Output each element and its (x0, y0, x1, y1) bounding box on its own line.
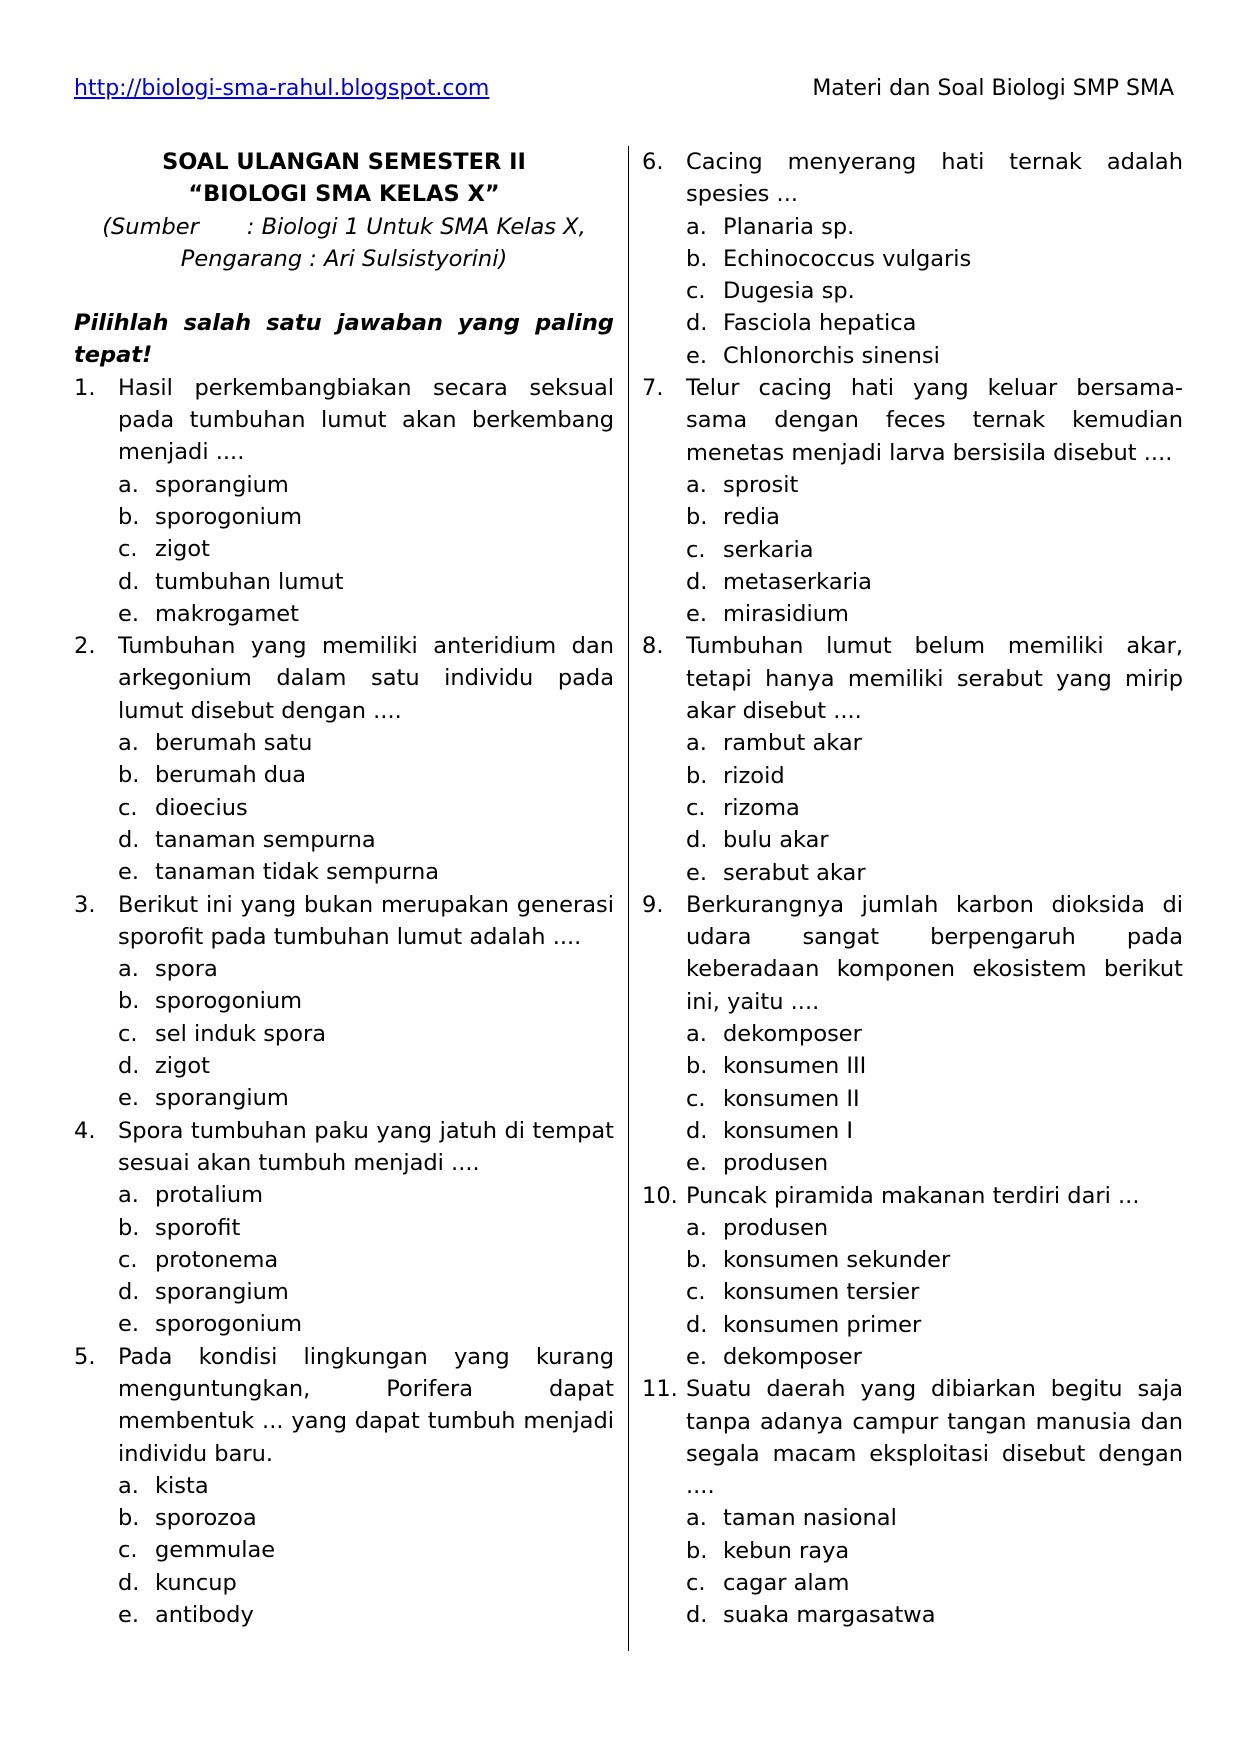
answer-option (118, 792, 614, 824)
option-text: Fasciola hepatica (723, 310, 917, 337)
option-label: a. (686, 1021, 707, 1048)
option-label: c. (686, 794, 706, 821)
option-text: tumbuhan lumut (155, 568, 344, 595)
option-text: sporangium (155, 471, 289, 498)
answer-option (686, 1018, 1183, 1050)
option-label: c. (686, 1570, 706, 1597)
question-item (74, 372, 614, 630)
option-text: kuncup (155, 1569, 237, 1596)
option-text: serabut akar (723, 859, 866, 886)
option-text: berumah dua (155, 762, 307, 789)
answer-option (686, 534, 1183, 566)
question-item (74, 889, 614, 1115)
question-body (686, 372, 1183, 630)
option-label: a. (118, 956, 139, 983)
answer-option (686, 1502, 1183, 1534)
option-text: spora (155, 956, 218, 983)
answer-option (686, 598, 1183, 630)
option-text: dioecius (155, 794, 248, 821)
option-label: b. (686, 1247, 708, 1274)
instruction-text: Pilihlah salah satu jawaban yang paling tepat! (74, 310, 614, 369)
option-label: b. (118, 1214, 140, 1241)
option-label: d. (686, 1311, 708, 1338)
author-line: Pengarang : Ari Sulsistyorini) (180, 245, 508, 272)
answer-option (118, 759, 614, 791)
option-label: b. (686, 504, 708, 531)
option-label: b. (686, 1053, 708, 1080)
answer-option (686, 501, 1183, 533)
option-label: c. (118, 536, 138, 563)
option-label: e. (118, 1602, 139, 1629)
option-text: mirasidium (723, 601, 849, 628)
option-text: konsumen III (723, 1053, 867, 1080)
question-number: 10. (642, 1182, 678, 1209)
answer-option (686, 566, 1183, 598)
answer-option (118, 1179, 614, 1211)
option-text: sporogonium (155, 1311, 303, 1338)
question-text: Pada kondisi lingkungan yang kurang menguntungkan, Porifera dapat membentuk ... yang dapat tumbuh menjadi individu baru. (118, 1343, 614, 1467)
question-body (118, 889, 614, 1115)
question-text: Berkurangnya jumlah karbon dioksida di udara sangat berpengaruh pada keberadaan komponen ekosistem berikut ini, yaitu .... (686, 891, 1183, 1015)
question-item (642, 630, 1183, 888)
option-text: gemmulae (155, 1537, 276, 1564)
option-label: a. (686, 1214, 707, 1241)
option-label: d. (686, 1117, 708, 1144)
option-text: redia (723, 504, 780, 531)
option-text: konsumen sekunder (723, 1247, 951, 1274)
option-text: sporogonium (155, 988, 303, 1015)
option-text: makrogamet (155, 600, 299, 627)
answer-option (118, 953, 614, 985)
option-label: e. (118, 1311, 139, 1338)
question-text: Puncak piramida makanan terdiri dari ... (686, 1182, 1140, 1209)
option-label: a. (686, 471, 707, 498)
question-body (118, 372, 614, 630)
left-column (74, 146, 614, 1631)
option-text: rizoma (723, 794, 800, 821)
option-text: metaserkaria (723, 568, 872, 595)
option-text: serkaria (723, 536, 814, 563)
answer-option (118, 856, 614, 888)
answer-option (118, 533, 614, 565)
option-label: e. (686, 1150, 707, 1177)
option-label: a. (686, 730, 707, 757)
answer-option (686, 1115, 1183, 1147)
option-label: b. (118, 988, 140, 1015)
answer-option (118, 1050, 614, 1082)
option-label: a. (686, 213, 707, 240)
option-label: b. (686, 245, 708, 272)
option-text: rambut akar (723, 730, 862, 757)
option-label: d. (686, 1602, 708, 1629)
source-value: : Biologi 1 Untuk SMA Kelas X, (246, 213, 586, 240)
option-text: sporogonium (155, 503, 303, 530)
answer-option (686, 1599, 1183, 1631)
option-label: d. (118, 1569, 140, 1596)
option-label: d. (686, 310, 708, 337)
option-text: zigot (155, 536, 210, 563)
option-label: d. (686, 827, 708, 854)
question-text: Berikut ini yang bukan merupakan generasi sporofit pada tumbuhan lumut adalah .... (118, 891, 614, 950)
option-text: sporofit (155, 1214, 241, 1241)
option-text: sporangium (155, 1279, 289, 1306)
answer-option (118, 469, 614, 501)
option-text: Chlonorchis sinensi (723, 342, 940, 369)
option-text: rizoid (723, 762, 785, 789)
answer-option (686, 469, 1183, 501)
answer-option (118, 727, 614, 759)
question-body (686, 889, 1183, 1180)
header-subtitle: Materi dan Soal Biologi SMP SMA (812, 76, 1174, 101)
option-label: c. (686, 1279, 706, 1306)
option-label: b. (686, 762, 708, 789)
answer-option (686, 1567, 1183, 1599)
option-text: kebun raya (723, 1537, 850, 1564)
page-header (74, 74, 1174, 104)
answer-option (118, 1244, 614, 1276)
question-item (642, 889, 1183, 1180)
option-text: bulu akar (723, 827, 829, 854)
option-text: Echinococcus vulgaris (723, 245, 972, 272)
answer-option (118, 566, 614, 598)
option-text: Dugesia sp. (723, 278, 855, 305)
question-text: Spora tumbuhan paku yang jatuh di tempat sesuai akan tumbuh menjadi .... (118, 1117, 614, 1176)
option-label: d. (118, 1053, 140, 1080)
question-text: Tumbuhan yang memiliki anteridium dan arkegonium dalam satu individu pada lumut disebut dengan .... (118, 633, 614, 724)
option-text: Planaria sp. (723, 213, 855, 240)
option-text: dekomposer (723, 1021, 862, 1048)
option-text: kista (155, 1472, 209, 1499)
answer-option (686, 1276, 1183, 1308)
question-text: Hasil perkembangbiakan secara seksual pada tumbuhan lumut akan berkembang menjadi .... (118, 374, 614, 466)
question-number: 2. (74, 633, 96, 660)
answer-option (118, 1018, 614, 1050)
question-number: 8. (642, 633, 664, 660)
answer-option (118, 1276, 614, 1308)
option-label: e. (686, 1343, 707, 1370)
question-item (642, 1373, 1183, 1631)
answer-option (686, 1309, 1183, 1341)
option-label: c. (118, 794, 138, 821)
answer-option (118, 1502, 614, 1534)
option-text: sprosit (723, 471, 799, 498)
option-label: d. (118, 826, 140, 853)
question-item (642, 372, 1183, 630)
option-label: b. (118, 762, 140, 789)
option-label: e. (686, 601, 707, 628)
right-column (642, 146, 1183, 1632)
question-number: 1. (74, 374, 96, 401)
question-item (74, 1115, 614, 1341)
answer-option (118, 1567, 614, 1599)
option-label: e. (118, 600, 139, 627)
answer-option (118, 985, 614, 1017)
question-text: Telur cacing hati yang keluar bersama-sama dengan feces ternak kemudian menetas menjadi larva bersisila disebut .... (686, 375, 1183, 466)
answer-option (118, 1534, 614, 1566)
exam-title: SOAL ULANGAN SEMESTER II (162, 149, 526, 175)
option-text: protalium (155, 1182, 264, 1209)
option-text: suaka margasatwa (723, 1602, 936, 1629)
question-number: 5. (74, 1343, 96, 1370)
answer-option (118, 501, 614, 533)
option-text: sel induk spora (155, 1020, 327, 1047)
option-text: taman nasional (723, 1505, 897, 1532)
option-label: b. (118, 1505, 140, 1532)
option-text: protonema (155, 1246, 279, 1273)
question-number: 6. (642, 149, 664, 175)
question-body (118, 630, 614, 888)
option-label: e. (118, 859, 139, 886)
option-label: a. (118, 1472, 139, 1499)
answer-option (118, 1308, 614, 1340)
answer-option (686, 1083, 1183, 1115)
question-item (74, 630, 614, 888)
question-list-left (74, 372, 614, 1632)
question-item (642, 146, 1183, 372)
question-list-right (642, 146, 1183, 1632)
answer-option (686, 1535, 1183, 1567)
answer-option (686, 1244, 1183, 1276)
option-label: a. (118, 730, 139, 757)
source-line (74, 211, 614, 243)
answer-option (118, 1599, 614, 1631)
question-body (686, 1180, 1183, 1374)
answer-option (686, 792, 1183, 824)
option-label: c. (686, 536, 706, 563)
answer-option (118, 598, 614, 630)
option-text: tanaman sempurna (155, 826, 376, 853)
blog-url-link[interactable]: http://biologi-sma-rahul.blogspot.com (74, 76, 490, 101)
question-number: 9. (642, 891, 664, 918)
option-text: konsumen primer (723, 1311, 922, 1338)
option-label: c. (118, 1020, 138, 1047)
question-text: Tumbuhan lumut belum memiliki akar, tetapi hanya memiliki serabut yang mirip akar disebut .... (686, 633, 1183, 725)
answer-option (686, 275, 1183, 307)
answer-option (686, 340, 1183, 372)
option-label: d. (118, 1279, 140, 1306)
option-label: e. (686, 859, 707, 886)
column-divider (628, 146, 629, 1651)
answer-option (686, 1212, 1183, 1244)
answer-option (686, 1147, 1183, 1179)
option-label: d. (686, 568, 708, 595)
option-text: berumah satu (155, 730, 313, 757)
answer-option (686, 211, 1183, 243)
answer-option (118, 824, 614, 856)
answer-option (118, 1212, 614, 1244)
option-text: tanaman tidak sempurna (155, 859, 440, 886)
option-label: a. (686, 1505, 707, 1532)
question-number: 7. (642, 375, 664, 402)
question-body (686, 630, 1183, 888)
question-text: Suatu daerah yang dibiarkan begitu saja tanpa adanya campur tangan manusia dan segala macam eksploitasi disebut dengan .... (686, 1376, 1183, 1500)
answer-option (686, 243, 1183, 275)
answer-option (686, 727, 1183, 759)
question-text: Cacing menyerang hati ternak adalah spesies ... (686, 149, 1183, 208)
option-text: dekomposer (723, 1343, 862, 1370)
option-label: b. (686, 1537, 708, 1564)
answer-option (686, 824, 1183, 856)
answer-option (686, 307, 1183, 339)
option-label: c. (686, 1085, 706, 1112)
option-label: e. (118, 1085, 139, 1112)
option-label: a. (118, 1182, 139, 1209)
option-text: sporangium (155, 1085, 289, 1112)
option-label: a. (118, 471, 139, 498)
option-text: konsumen tersier (723, 1279, 920, 1306)
option-text: antibody (155, 1602, 254, 1629)
exam-subtitle: “BIOLOGI SMA KELAS X” (188, 181, 500, 208)
option-label: d. (118, 568, 140, 595)
option-text: produsen (723, 1150, 829, 1177)
question-body (118, 1341, 614, 1632)
option-text: konsumen II (723, 1085, 860, 1112)
answer-option (118, 1470, 614, 1502)
answer-option (686, 760, 1183, 792)
option-label: c. (118, 1246, 138, 1273)
question-number: 11. (642, 1376, 678, 1403)
answer-option (118, 1082, 614, 1114)
question-body (686, 146, 1183, 372)
answer-option (686, 1341, 1183, 1373)
answer-option (686, 857, 1183, 889)
option-text: produsen (723, 1214, 829, 1241)
option-label: e. (686, 342, 707, 369)
answer-option (686, 1050, 1183, 1082)
question-body (118, 1115, 614, 1341)
question-number: 4. (74, 1117, 96, 1144)
question-item (642, 1180, 1183, 1374)
option-label: b. (118, 503, 140, 530)
option-label: c. (686, 278, 706, 305)
question-item (74, 1341, 614, 1632)
source-label: (Sumber (102, 213, 199, 240)
question-number: 3. (74, 891, 96, 918)
option-label: c. (118, 1537, 138, 1564)
option-text: sporozoa (155, 1505, 257, 1532)
option-text: cagar alam (723, 1570, 850, 1597)
option-text: zigot (155, 1053, 210, 1080)
option-text: konsumen I (723, 1117, 854, 1144)
question-body (686, 1373, 1183, 1631)
